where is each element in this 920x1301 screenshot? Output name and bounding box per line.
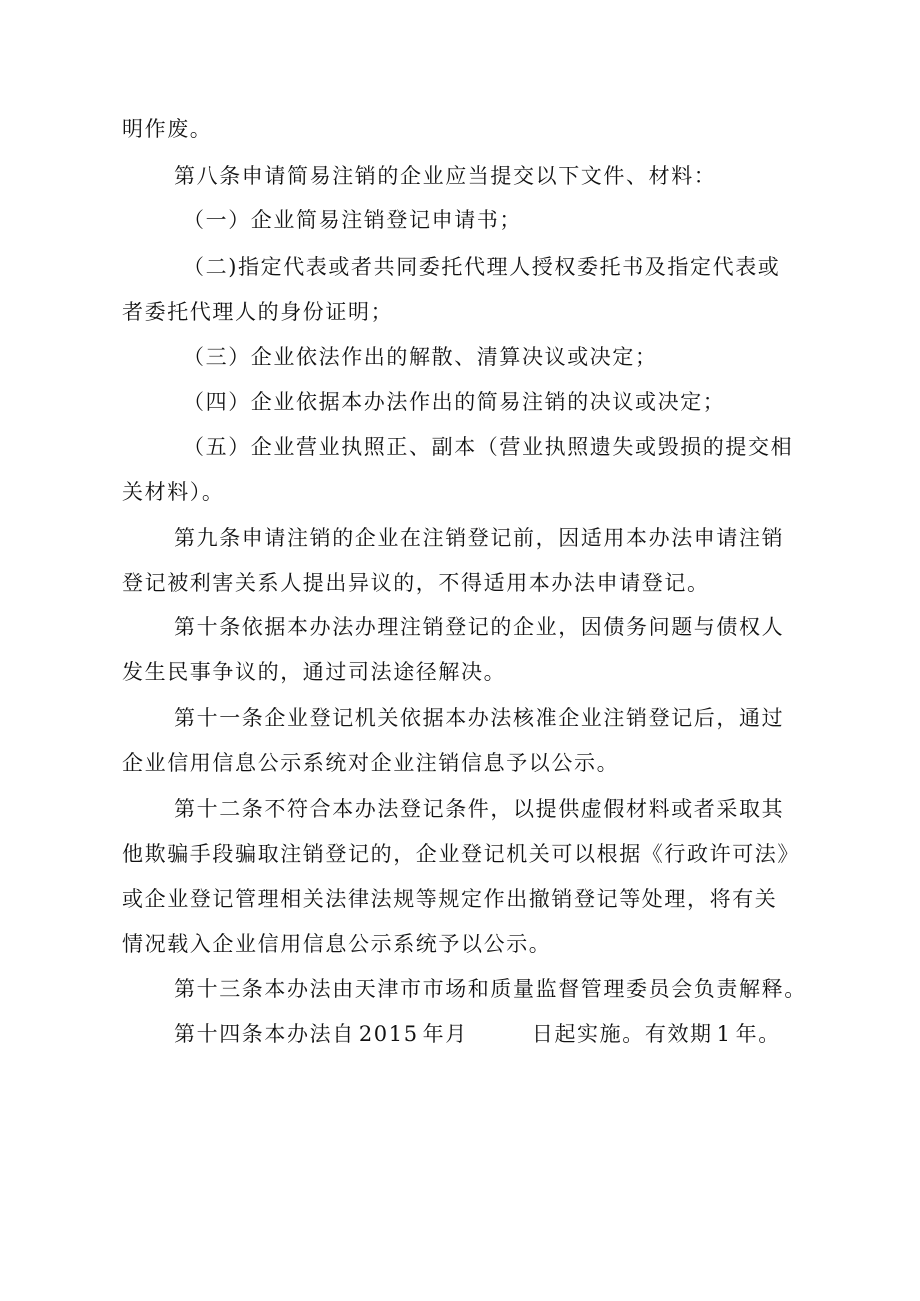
text-line: 发生民事争议的，通过司法途径解决。 xyxy=(122,660,507,684)
effective-date-prefix: 第十四条本办法自 xyxy=(174,1022,355,1046)
effective-year: 2015 xyxy=(358,1022,419,1046)
text-line: 他欺骗手段骗取注销登记的，企业登记机关可以根据《行政许可法》 xyxy=(122,842,800,866)
text-line: （一）企业简易注销登记申请书； xyxy=(183,208,522,232)
text-line: 或企业登记管理相关法律法规等规定作出撤销登记等处理，将有关 xyxy=(122,887,778,911)
text-line: 企业信用信息公示系统对企业注销信息予以公示。 xyxy=(122,751,620,775)
text-line: 关材料）。 xyxy=(122,480,225,504)
text-line: 第十一条企业登记机关依据本办法核准企业注销登记后，通过 xyxy=(174,706,785,730)
effective-day-label: 日起实施。有效期 xyxy=(531,1022,713,1046)
text-line: （二)指定代表或者共同委托代理人授权委托书及指定代表或 xyxy=(183,255,781,279)
text-line: （五）企业营业执照正、副本（营业执照遗失或毁损的提交相 xyxy=(183,435,794,459)
text-line: 第十三条本办法由天津市市场和质量监督管理委员会负责解释。 xyxy=(174,977,807,1001)
text-line: （三）企业依法作出的解散、清算决议或决定； xyxy=(183,345,658,369)
effective-month-label: 年月 xyxy=(422,1022,468,1046)
text-line: 明作废。 xyxy=(122,117,213,141)
text-line: 者委托代理人的身份证明； xyxy=(122,300,394,324)
validity-term-unit: 年。 xyxy=(735,1022,781,1046)
text-line: 情况载入企业信用信息公示系统予以公示。 xyxy=(122,932,552,956)
text-line: 第八条申请简易注销的企业应当提交以下文件、材料： xyxy=(174,164,717,188)
validity-term: 1 xyxy=(716,1022,732,1046)
text-line: 第十条依据本办法办理注销登记的企业，因债务问题与债权人 xyxy=(174,615,785,639)
text-line: 登记被利害关系人提出异议的，不得适用本办法申请登记。 xyxy=(122,571,710,595)
text-line: 第九条申请注销的企业在注销登记前，因适用本办法申请注销 xyxy=(174,526,785,550)
text-line: 第十二条不符合本办法登记条件，以提供虚假材料或者采取其 xyxy=(174,797,785,821)
effective-date-line xyxy=(174,1022,781,1047)
text-line: （四）企业依据本办法作出的简易注销的决议或决定； xyxy=(183,390,726,414)
